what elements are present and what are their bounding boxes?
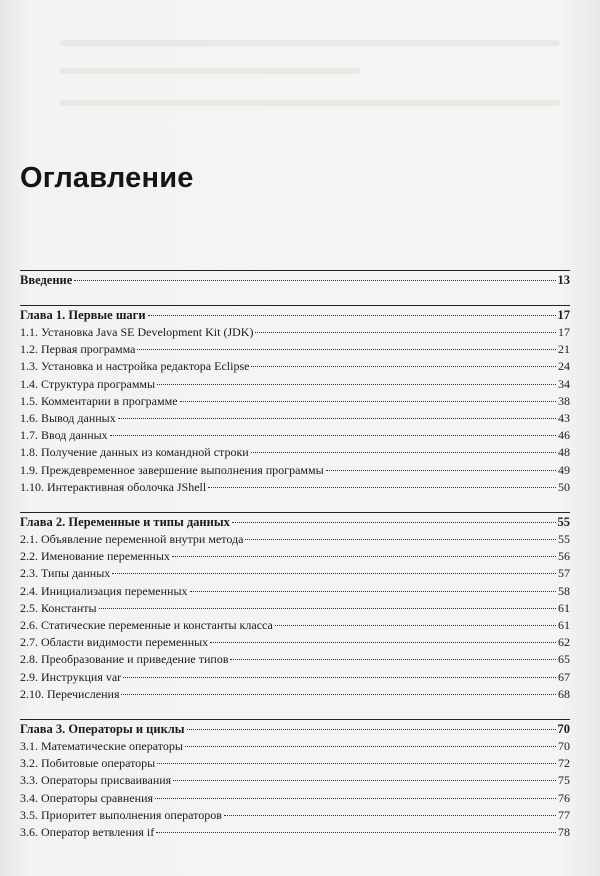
toc-page-number: 62 [558, 635, 570, 650]
toc-page-number: 75 [558, 773, 570, 788]
toc-entry-label: 1.9. Преждевременное завершение выполнения программы [20, 462, 324, 477]
dot-leader [251, 452, 556, 453]
dot-leader [148, 315, 556, 316]
toc-page-number: 56 [558, 549, 570, 564]
toc-section-row[interactable] [20, 341, 570, 358]
dot-leader [180, 401, 556, 402]
toc-page-number: 57 [558, 566, 570, 581]
dot-leader [112, 573, 556, 574]
toc-section-row[interactable] [20, 427, 570, 444]
toc-page-number: 17 [558, 325, 570, 339]
toc-entry-label: 2.4. Инициализация переменных [20, 583, 188, 598]
toc-section-row[interactable] [20, 393, 570, 410]
toc-page-number: 21 [558, 342, 570, 357]
toc-entry-label: 2.9. Инструкция var [20, 669, 122, 684]
dot-leader [118, 418, 556, 419]
toc-entry-label: 3.1. Математические операторы [20, 739, 183, 754]
dot-leader [99, 608, 556, 609]
dot-leader [172, 556, 556, 557]
toc-entry-label: 1.2. Первая программа [20, 342, 136, 357]
toc-entry-label: 2.7. Области видимости переменных [20, 635, 209, 650]
toc-page-number: 49 [558, 462, 570, 477]
page-title: Оглавление [20, 162, 194, 194]
toc-entry-label: 3.4. Операторы сравнения [20, 790, 154, 805]
toc-section-row[interactable] [20, 444, 570, 461]
toc-page-number: 38 [558, 393, 570, 408]
toc-page-number: 67 [558, 669, 570, 684]
toc-section-row[interactable] [20, 634, 570, 651]
toc-section-row[interactable] [20, 376, 570, 393]
toc-page-number: 46 [558, 428, 570, 443]
toc-section-row[interactable] [20, 772, 570, 789]
toc-chapter-row[interactable] [20, 513, 570, 531]
toc-page-number: 50 [558, 479, 570, 494]
show-through-text [60, 68, 360, 74]
toc-page-number: 65 [558, 652, 570, 667]
dot-leader [157, 763, 556, 764]
toc-chapter-row[interactable] [20, 271, 570, 289]
show-through-text [60, 40, 560, 46]
toc-section-row[interactable] [20, 807, 570, 824]
show-through-text [60, 100, 560, 106]
toc-entry-label: 3.5. Приоритет выполнения операторов [20, 807, 222, 822]
toc-entry-label: 1.4. Структура программы [20, 376, 156, 391]
toc-entry-label: 1.8. Получение данных из командной строки [20, 445, 249, 460]
toc-section-row[interactable] [20, 324, 570, 341]
dot-leader [190, 591, 556, 592]
dot-leader [121, 694, 556, 695]
toc-entry-label: 3.3. Операторы присваивания [20, 773, 172, 788]
toc-page-number: 24 [558, 359, 570, 374]
toc-chapter-row[interactable] [20, 720, 570, 738]
toc-page-number: 77 [558, 807, 570, 822]
dot-leader [255, 332, 556, 333]
toc-page-number: 78 [558, 825, 570, 840]
toc-section-row[interactable] [20, 824, 570, 841]
toc-entry-label: Глава 2. Переменные и типы данных [20, 515, 230, 530]
toc-entry-label: 1.7. Ввод данных [20, 428, 108, 443]
toc-page-number: 70 [558, 739, 570, 754]
toc-section-row[interactable] [20, 651, 570, 668]
toc-gap [20, 289, 570, 305]
toc-entry-label: Глава 1. Первые шаги [20, 308, 146, 322]
toc-entry-label: 2.8. Преобразование и приведение типов [20, 652, 229, 667]
toc-page-number: 61 [558, 600, 570, 615]
toc-section-row[interactable] [20, 738, 570, 755]
toc-page-number: 76 [558, 790, 570, 805]
toc-page-number: 55 [557, 515, 570, 530]
toc-entry-label: 1.1. Установка Java SE Development Kit (JDK) [20, 325, 254, 339]
toc-entry-label: Введение [20, 273, 73, 287]
toc-section-row[interactable] [20, 565, 570, 582]
dot-leader [74, 280, 555, 281]
toc-page-number: 48 [558, 445, 570, 460]
toc-entry-label: 1.5. Комментарии в программе [20, 393, 178, 408]
dot-leader [210, 642, 556, 643]
toc-section-row[interactable] [20, 410, 570, 427]
dot-leader [137, 349, 556, 350]
toc-section-row[interactable] [20, 755, 570, 772]
toc-page-number: 17 [557, 308, 570, 322]
toc-section-row[interactable] [20, 462, 570, 479]
toc-entry-label: 1.6. Вывод данных [20, 411, 116, 426]
toc-entry-label: 1.3. Установка и настройка редактора Eclipse [20, 359, 250, 374]
dot-leader [110, 435, 556, 436]
toc-page-number: 55 [558, 532, 570, 547]
dot-leader [245, 539, 556, 540]
dot-leader [275, 625, 556, 626]
dot-leader [157, 384, 556, 385]
toc-section-row[interactable] [20, 548, 570, 565]
toc-section-row[interactable] [20, 531, 570, 548]
dot-leader [187, 729, 556, 730]
dot-leader [156, 832, 556, 833]
dot-leader [224, 815, 556, 816]
toc-page-number: 58 [558, 583, 570, 598]
toc-entry-label: 3.6. Оператор ветвления if [20, 825, 155, 840]
toc-section-row[interactable] [20, 479, 570, 496]
toc-page-number: 13 [557, 273, 570, 287]
dot-leader [326, 470, 556, 471]
toc-entry-label: 2.6. Статические переменные и константы класса [20, 618, 273, 633]
toc-section-row[interactable] [20, 600, 570, 617]
toc-page-number: 72 [558, 756, 570, 771]
dot-leader [232, 522, 556, 523]
toc-section-row[interactable] [20, 686, 570, 703]
toc-entry-label: 2.1. Объявление переменной внутри метода [20, 532, 244, 547]
table-of-contents [20, 270, 570, 841]
dot-leader [155, 798, 556, 799]
toc-entry-label: 2.2. Именование переменных [20, 549, 170, 564]
toc-entry-label: 2.3. Типы данных [20, 566, 111, 581]
toc-entry-label: 2.5. Константы [20, 600, 97, 615]
dot-leader [251, 366, 556, 367]
dot-leader [230, 659, 556, 660]
dot-leader [208, 487, 556, 488]
toc-gap [20, 703, 570, 719]
toc-section-row[interactable] [20, 583, 570, 600]
toc-page-number: 43 [558, 411, 570, 426]
dot-leader [185, 746, 556, 747]
toc-entry-label: 2.10. Перечисления [20, 686, 120, 701]
toc-page-number: 61 [558, 618, 570, 633]
toc-gap [20, 496, 570, 512]
toc-section-row[interactable] [20, 358, 570, 375]
toc-entry-label: Глава 3. Операторы и циклы [20, 722, 185, 737]
toc-chapter-row[interactable] [20, 306, 570, 324]
toc-section-row[interactable] [20, 617, 570, 634]
toc-entry-label: 1.10. Интерактивная оболочка JShell [20, 479, 207, 494]
toc-entry-label: 3.2. Побитовые операторы [20, 756, 156, 771]
dot-leader [173, 780, 556, 781]
toc-page-number: 34 [558, 376, 570, 391]
toc-section-row[interactable] [20, 669, 570, 686]
toc-page-number: 70 [557, 722, 570, 737]
toc-section-row[interactable] [20, 790, 570, 807]
toc-page-number: 68 [558, 686, 570, 701]
dot-leader [123, 677, 556, 678]
